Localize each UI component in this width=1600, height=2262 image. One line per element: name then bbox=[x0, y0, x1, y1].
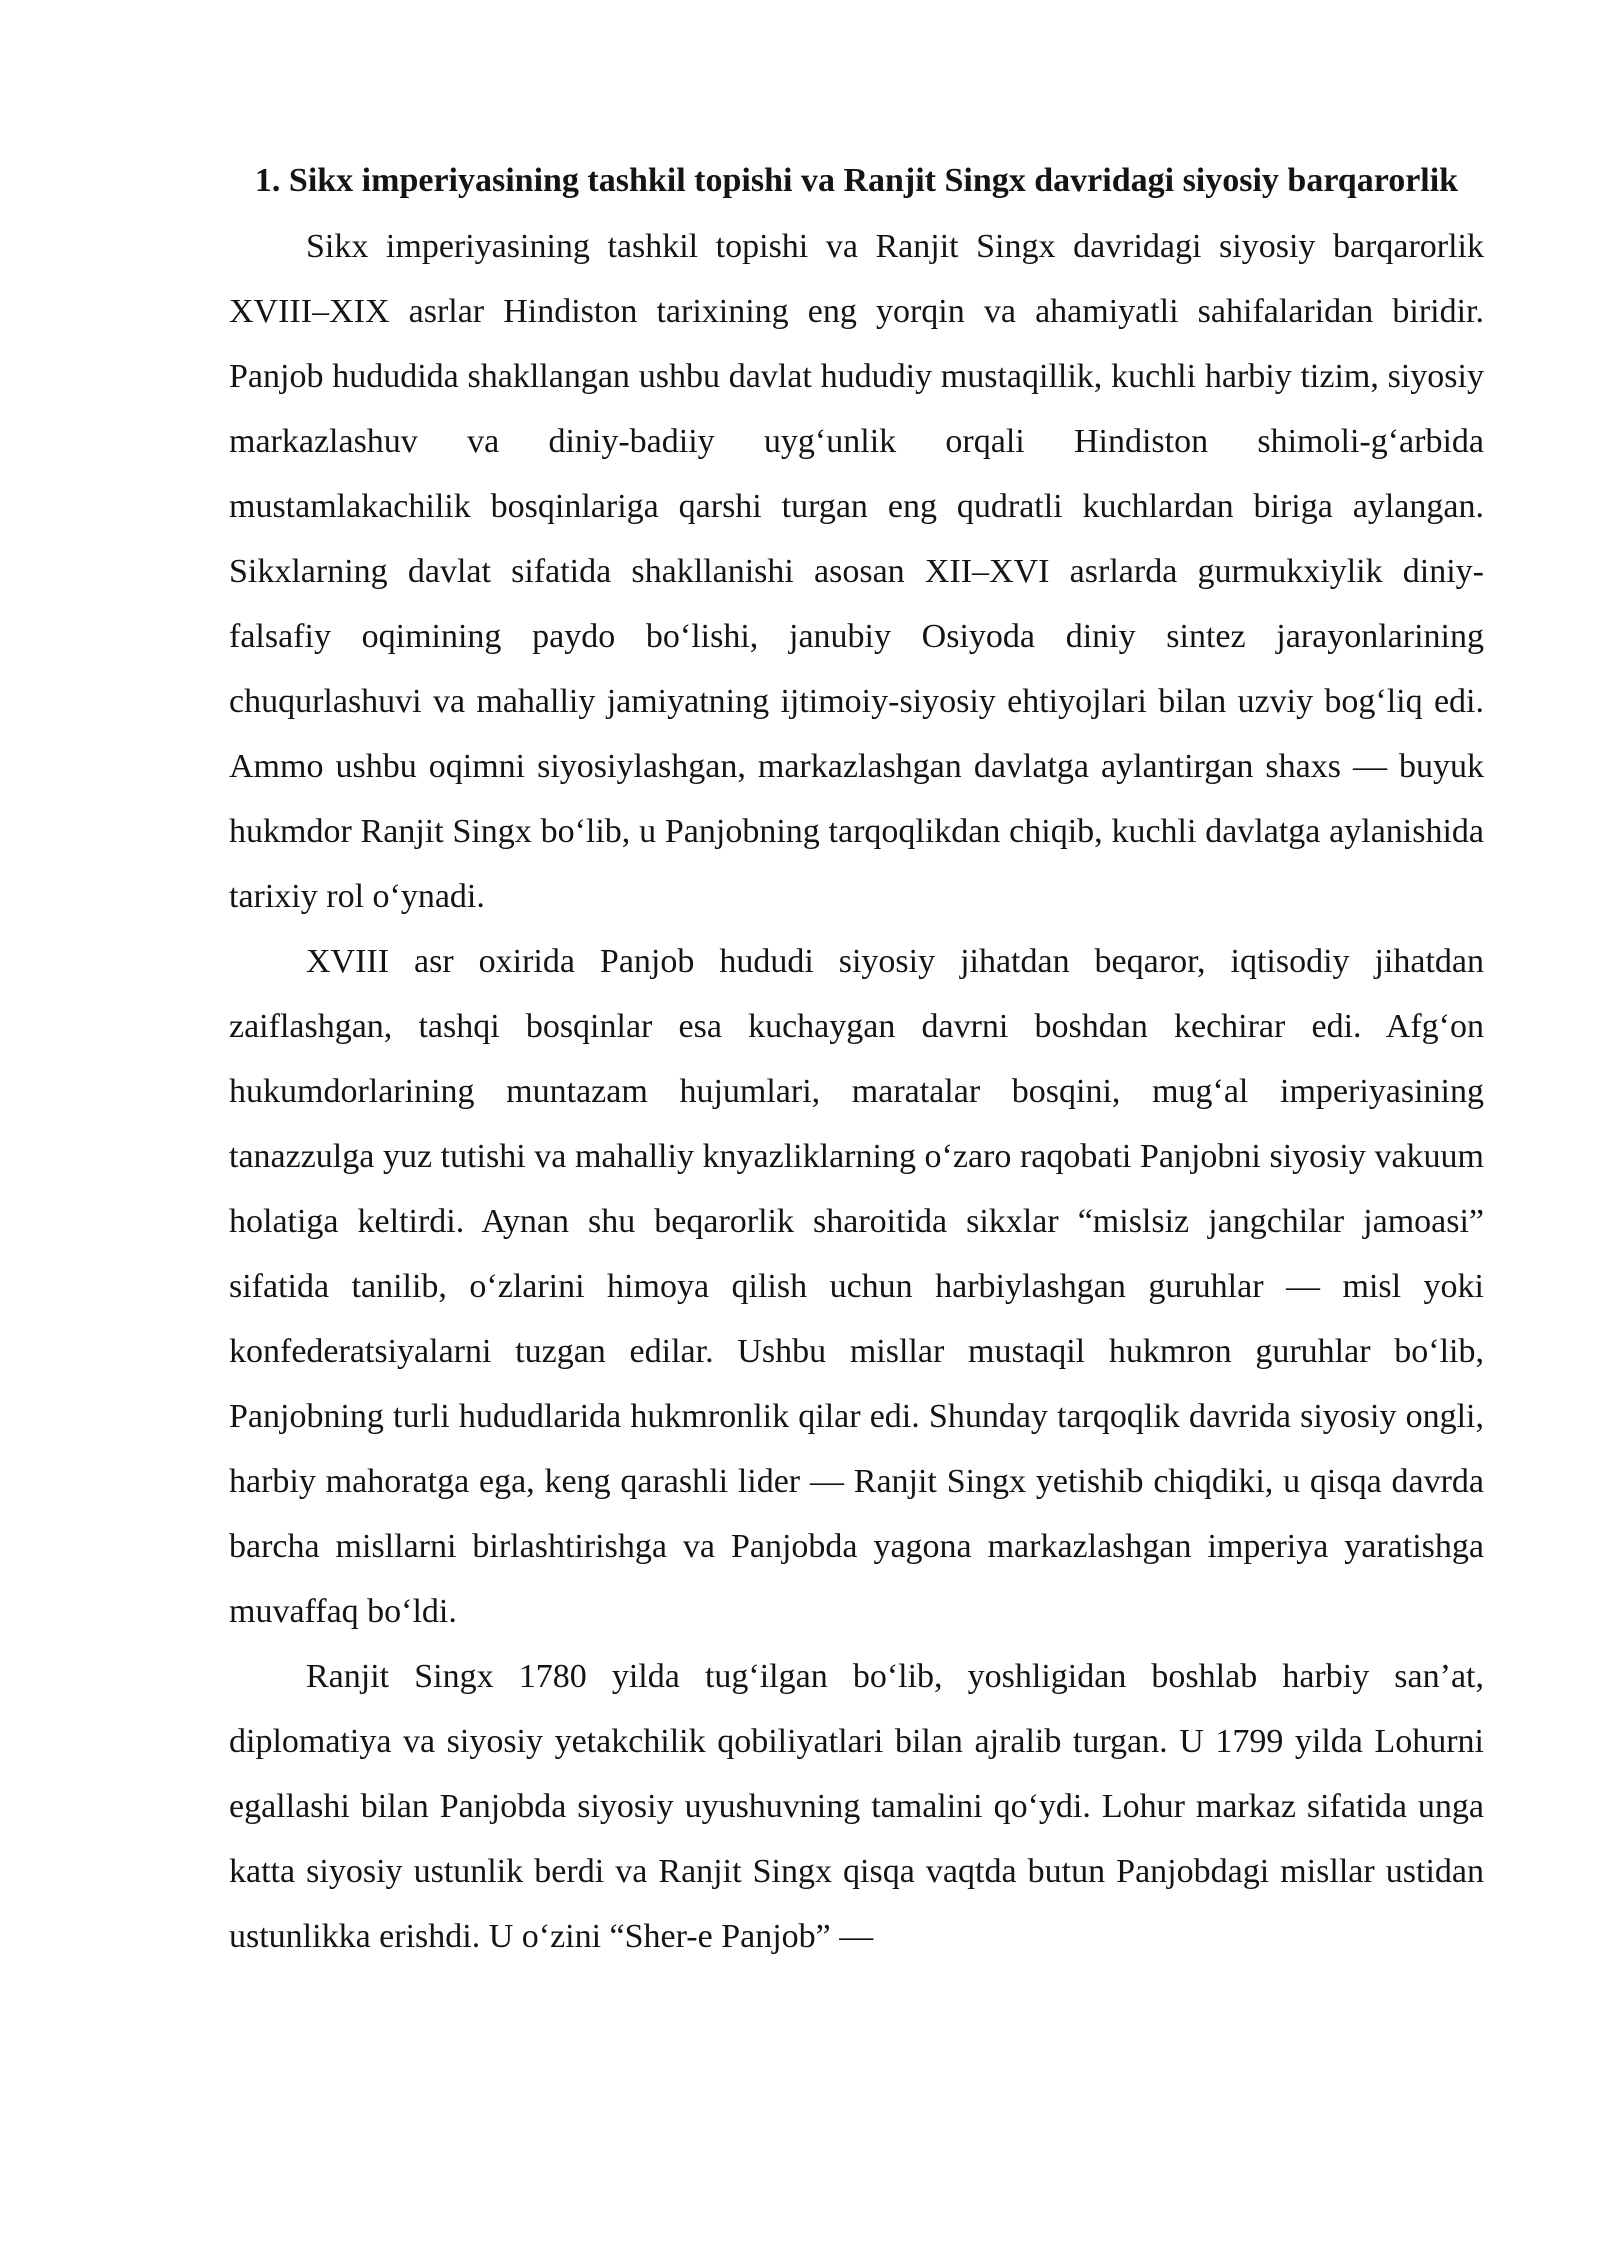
body-paragraph-2: XVIII asr oxirida Panjob hududi siyosiy jihatdan beqaror, iqtisodiy jihatdan zaiflashgan, tashqi bosqinlar esa kuchaygan davrni boshdan kechirar edi. Afg‘on hukumdorlarining muntazam hujumlari, maratalar bosqini, mug‘al imperiyasining tanazzulga yuz tutishi va mahalliy knyazliklarning o‘zaro raqobati Panjobni siyosiy vakuum holatiga keltirdi. Aynan shu beqarorlik sharoitida sikxlar “mislsiz jangchilar jamoasi” sifatida tanilib, o‘zlarini himoya qilish uchun harbiylashgan guruhlar — misl yoki konfederatsiyalarni tuzgan edilar. Ushbu misllar mustaqil hukmron guruhlar bo‘lib, Panjobning turli hududlarida hukmronlik qilar edi. Shunday tarqoqlik davrida siyosiy ongli, harbiy mahoratga ega, keng qarashli lider — Ranjit Singx yetishib chiqdiki, u qisqa davrda barcha misllarni birlashtirishga va Panjobda yagona markazlashgan imperiya yaratishga muvaffaq bo‘ldi. bbox=[229, 943, 1484, 1630]
section-title: 1. Sikx imperiyasining tashkil topishi va Ranjit Singx davridagi siyosiy barqarorlik bbox=[254, 162, 1459, 199]
body-paragraph-1: Sikx imperiyasining tashkil topishi va Ranjit Singx davridagi siyosiy barqarorlik XVIII–XIX asrlar Hindiston tarixining eng yorqin va ahamiyatli sahifalaridan biridir. Panjob hududida shakllangan ushbu davlat hududiy mustaqillik, kuchli harbiy tizim, siyosiy markazlashuv va diniy-badiiy uyg‘unlik orqali Hindiston shimoli-g‘arbida mustamlakachilik bosqinlariga qarshi turgan eng qudratli kuchlardan biriga aylangan. Sikxlarning davlat sifatida shakllanishi asosan XII–XVI asrlarda gurmukxiylik diniy-falsafiy oqimining paydo bo‘lishi, janubiy Osiyoda diniy sintez jarayonlarining chuqurlashuvi va mahalliy jamiyatning ijtimoiy-siyosiy ehtiyojlari bilan uzviy bog‘liq edi. Ammo ushbu oqimni siyosiylashgan, markazlashgan davlatga aylantirgan shaxs — buyuk hukmdor Ranjit Singx bo‘lib, u Panjobning tarqoqlikdan chiqib, kuchli davlatga aylanishida tarixiy rol o‘ynadi. bbox=[229, 228, 1484, 915]
body-paragraph-3: Ranjit Singx 1780 yilda tug‘ilgan bo‘lib, yoshligidan boshlab harbiy san’at, diplomatiya va siyosiy yetakchilik qobiliyatlari bilan ajralib turgan. U 1799 yilda Lohurni egallashi bilan Panjobda siyosiy uyushuvning tamalini qo‘ydi. Lohur markaz sifatida unga katta siyosiy ustunlik berdi va Ranjit Singx qisqa vaqtda butun Panjobdagi misllar ustidan ustunlikka erishdi. U o‘zini “Sher-e Panjob” — bbox=[229, 1658, 1484, 1955]
document-page bbox=[229, 148, 1484, 1969]
